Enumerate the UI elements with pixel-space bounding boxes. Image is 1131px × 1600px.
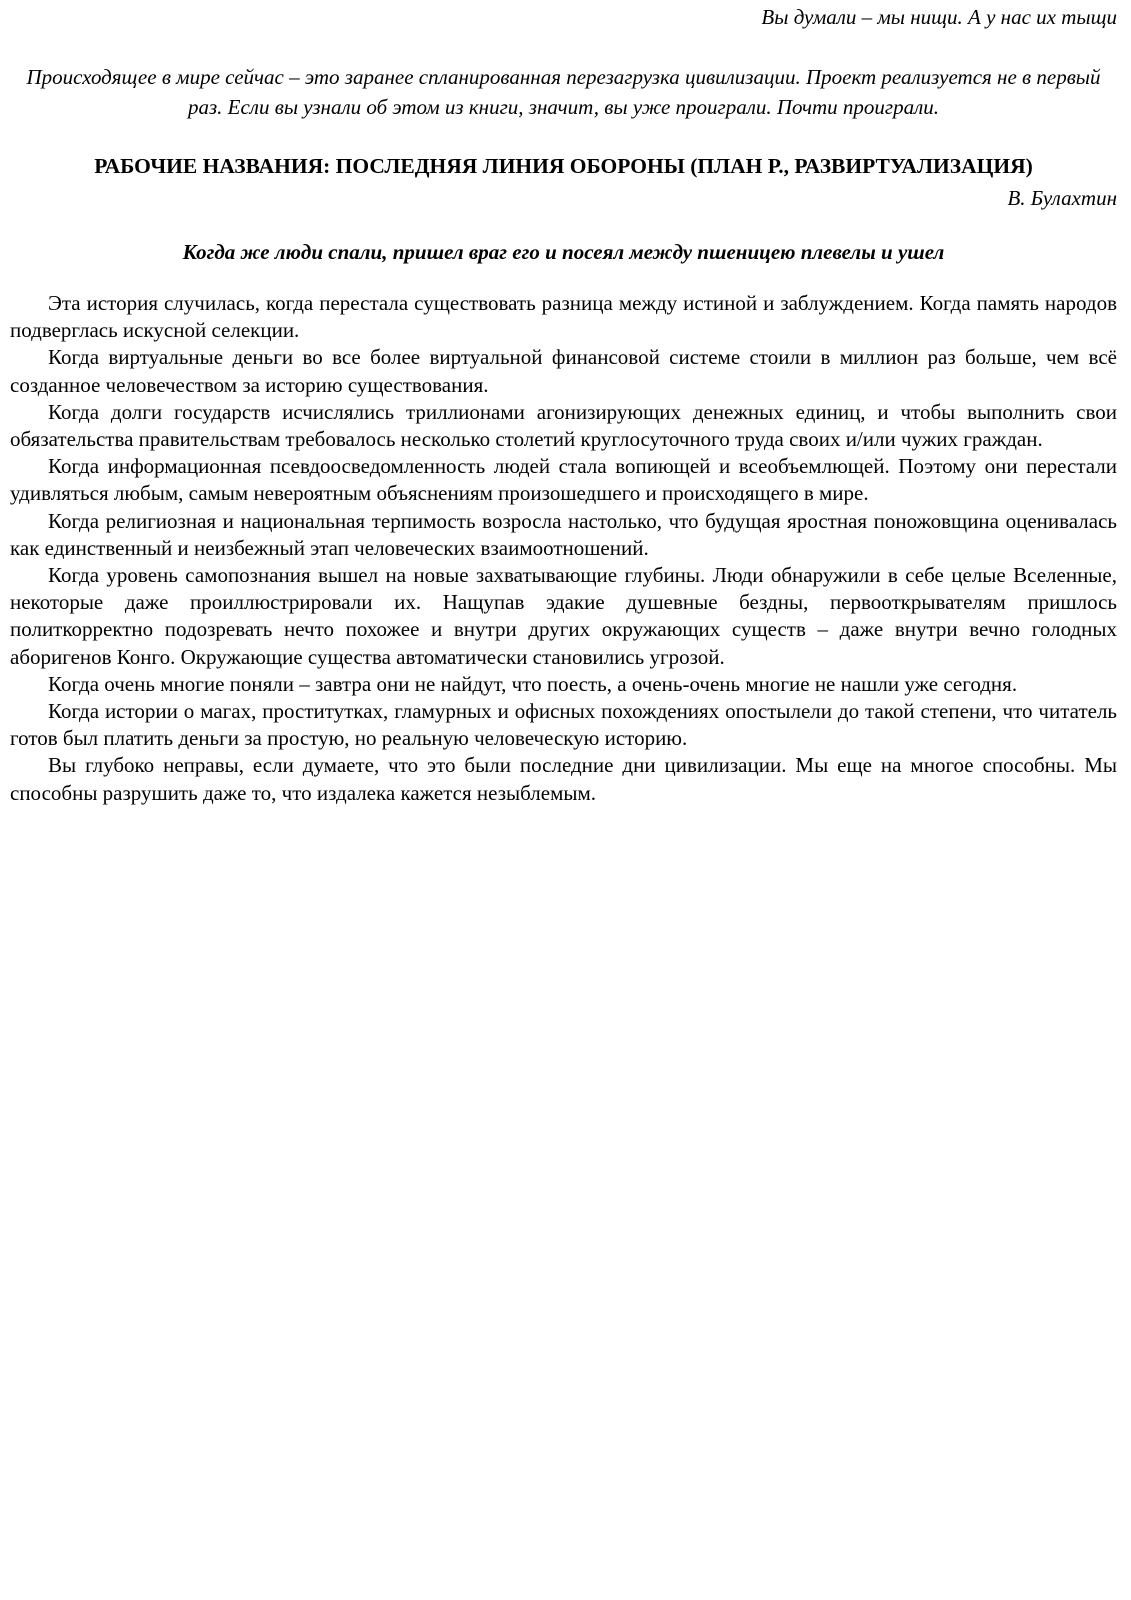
body-text (10, 290, 1117, 807)
page-title: РАБОЧИЕ НАЗВАНИЯ: ПОСЛЕДНЯЯ ЛИНИЯ ОБОРОНЫ (ПЛАН Р., РАЗВИРТУАЛИЗАЦИЯ) (94, 154, 1033, 178)
author-name: В. Булахтин (1007, 186, 1117, 210)
epigraph-top: Вы думали – мы нищи. А у нас их тыщи (761, 5, 1117, 29)
paragraph-7: Когда очень многие поняли – завтра они не найдут, что поесть, а очень-очень многие не нашли уже сегодня. (48, 671, 1018, 696)
paragraph-4: Когда информационная псевдоосведомленность людей стала вопиющей и всеобъемлющей. Поэтому они перестали удивляться любым, самым невероятным объяснениям произошедшего и происходящего в мире. (10, 454, 1117, 506)
paragraph-3: Когда долги государств исчислялись триллионами агонизирующих денежных единиц, и чтобы выполнить свои обязательства правительствам требовалось несколько столетий круглосуточного труда своих и/или чужих граждан. (10, 399, 1117, 452)
paragraph-9: Вы глубоко неправы, если думаете, что это были последние дни цивилизации. Мы еще на многое способны. Мы способны разрушить даже то, что издалека кажется незыблемым. (10, 753, 1117, 805)
epigraph-main: Происходящее в мире сейчас – это заранее спланированная перезагрузка цивилизации. Проект реализуется не в первый раз. Если вы узнали об этом из книги, значит, вы уже проиграли. Почти проиграли. (26, 65, 1101, 119)
paragraph-1: Эта история случилась, когда перестала существовать разница между истиной и заблуждением. Когда память народов подверглась искусной селекции. (10, 291, 1117, 343)
paragraph-8: Когда истории о магах, проститутках, гламурных и офисных похождениях опостылели до такой степени, что читатель готов был платить деньги за простую, но реальную человеческую историю. (10, 699, 1117, 751)
paragraph-5: Когда религиозная и национальная терпимость возросла настолько, что будущая яростная поножовщина оценивалась как единственный и неизбежный этап человеческих взаимоотношений. (10, 508, 1117, 560)
paragraph-2: Когда виртуальные деньги во все более виртуальной финансовой системе стоили в миллион раз больше, чем всё созданное человечеством за историю существования. (10, 345, 1117, 397)
scripture-epigraph: Когда же люди спали, пришел враг его и посеял между пшеницею плевелы и ушел (182, 240, 945, 264)
paragraph-6: Когда уровень самопознания вышел на новые захватывающие глубины. Люди обнаружили в себе целые Вселенные, некоторые даже проиллюстрировали их. Нащупав эдакие душевные бездны, первооткрывателям пришлось политкорректно подозревать нечто похожее и внутри других окружающих существ – даже внутри вечно голодных аборигенов Конго. Окружающие существа автоматически становились угрозой. (10, 563, 1117, 669)
